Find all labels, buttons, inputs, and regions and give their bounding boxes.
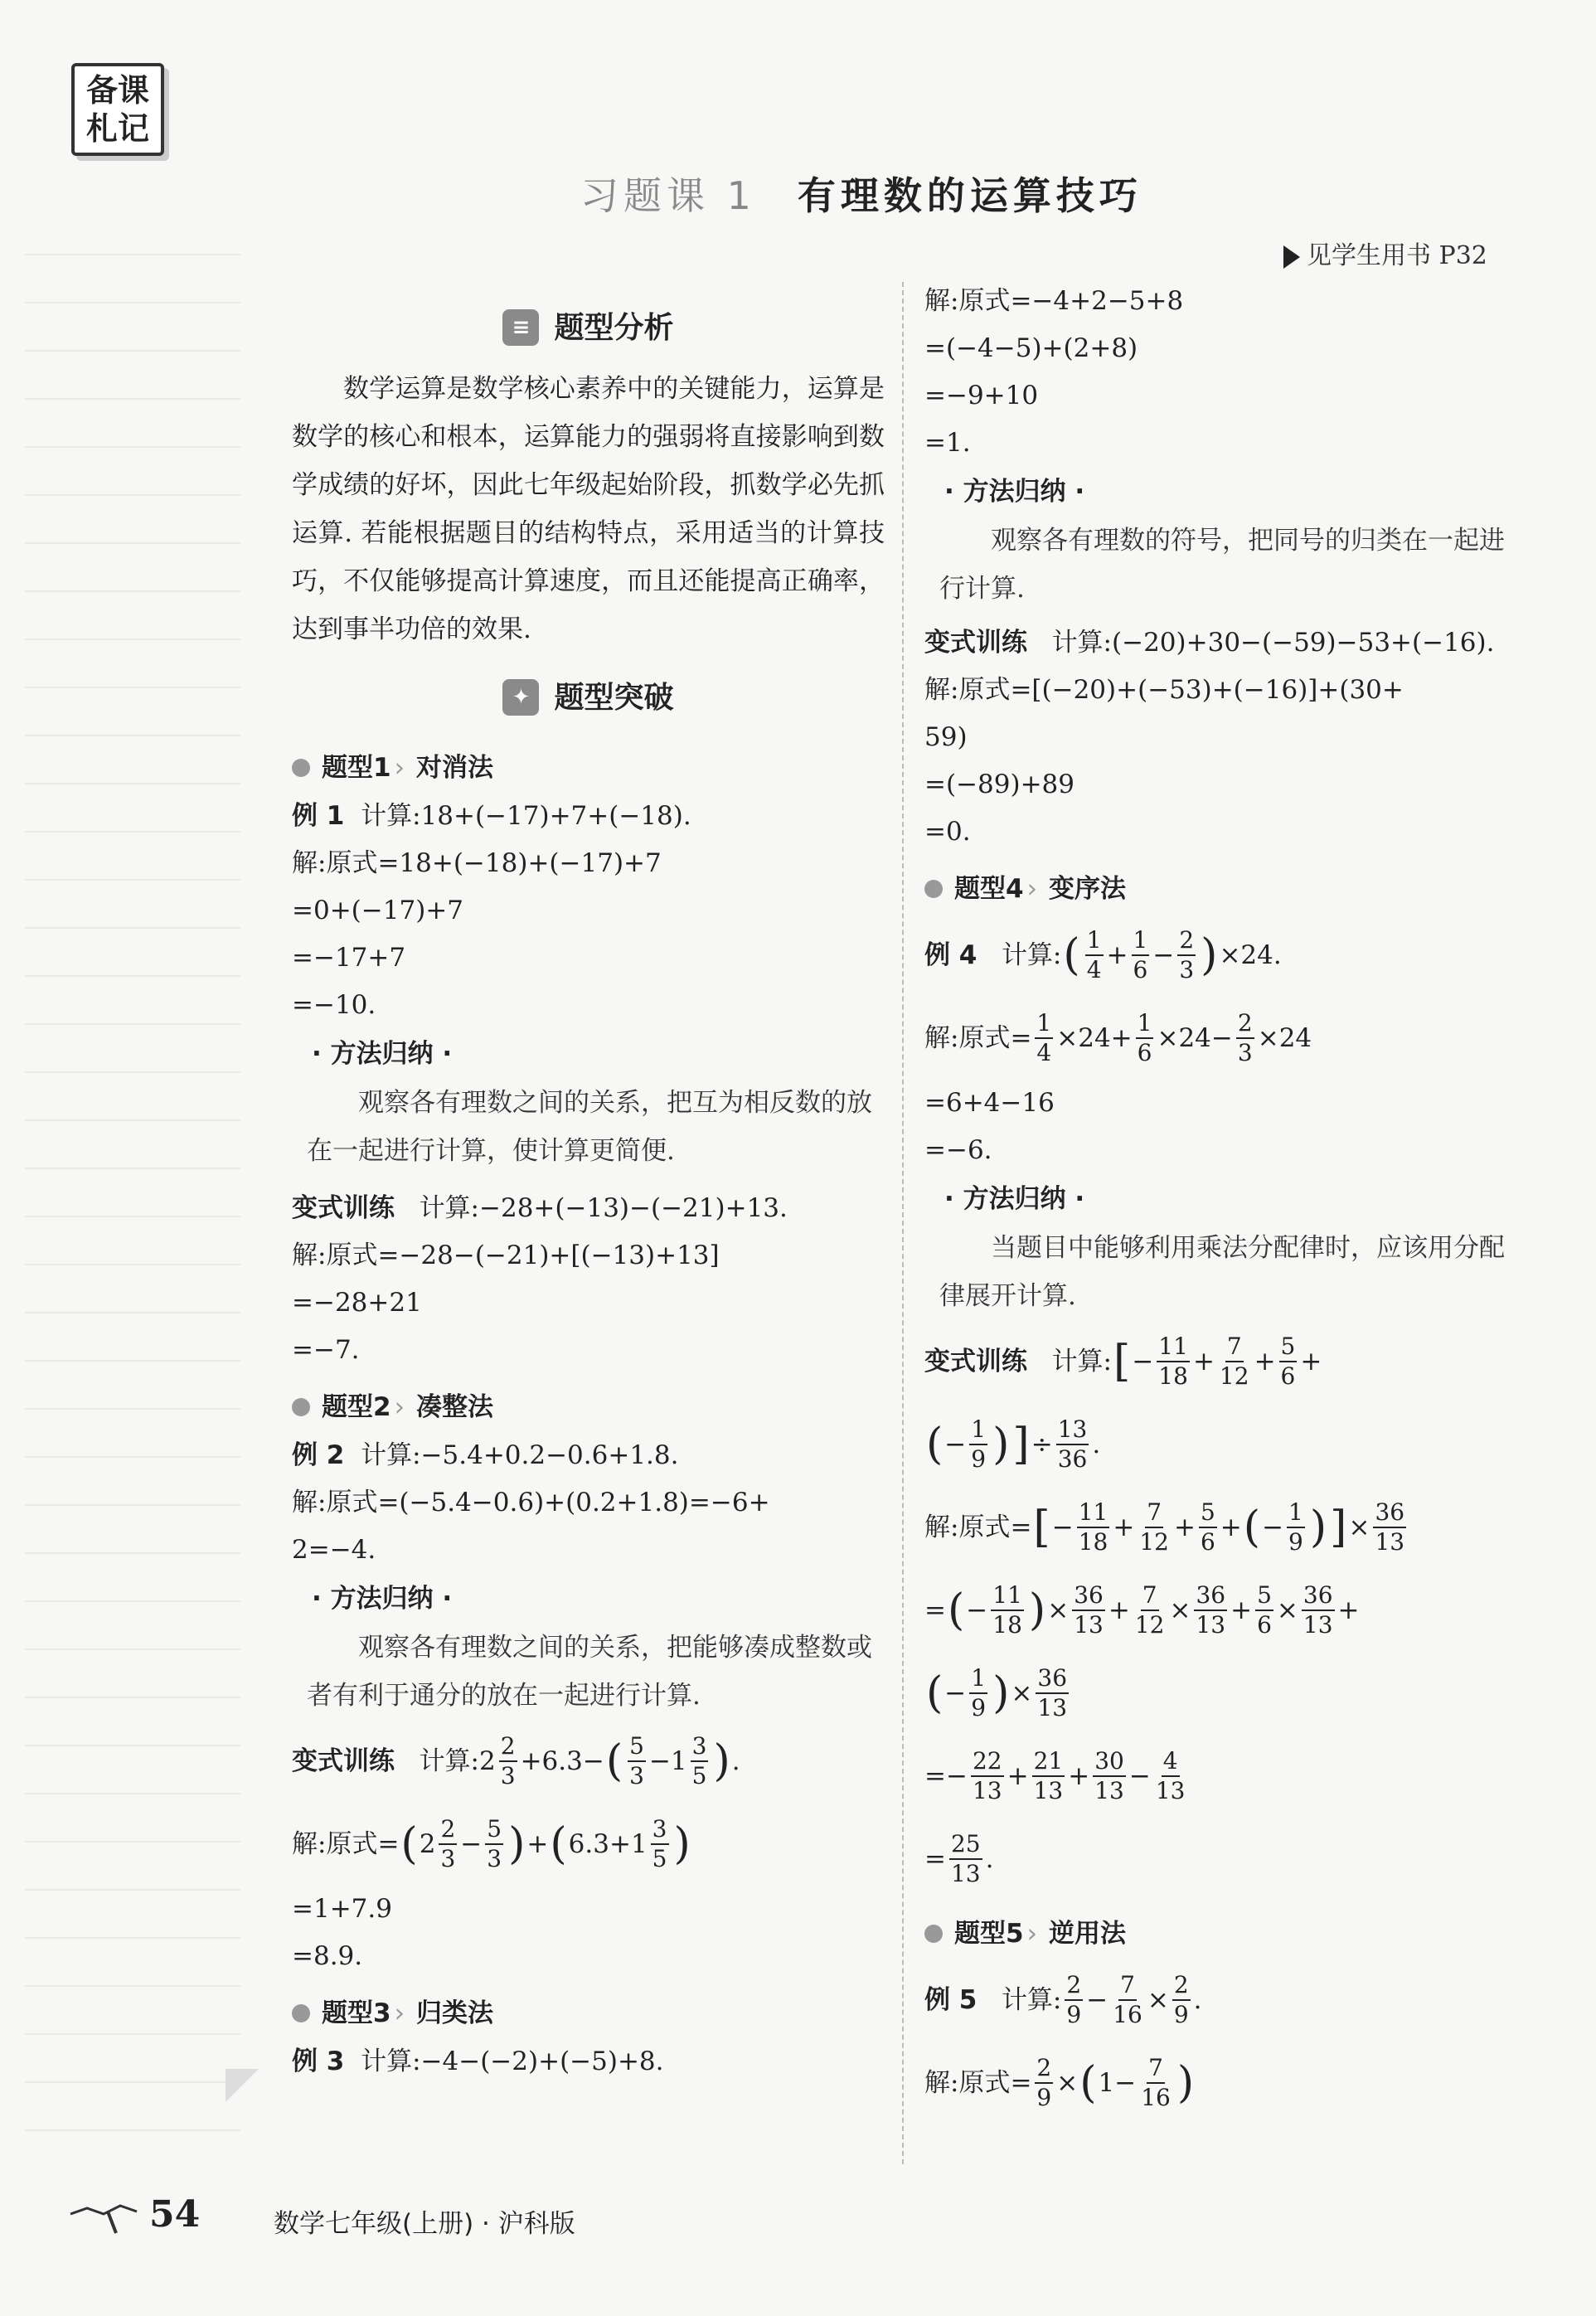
example-text: 计算:−4−(−2)+(−5)+8.	[361, 2047, 664, 2076]
variant-tag: 变式训练	[292, 1193, 395, 1223]
type-name: 逆用法	[1048, 1918, 1126, 1949]
solution-line: =1+7.9	[292, 1894, 392, 1924]
bullet-icon	[924, 880, 943, 898]
solution-line: =−10.	[292, 990, 376, 1020]
solution-line: 解:原式=−28−(−21)+[(−13)+13]	[292, 1241, 720, 1270]
variant-tag: 变式训练	[924, 628, 1027, 658]
fraction: $\frac{36}{13}$	[1196, 1581, 1226, 1639]
fraction: $\frac{11}{18}$	[1078, 1498, 1108, 1556]
reference-text: 见学生用书 P32	[1307, 241, 1487, 270]
type-label: 题型1	[322, 752, 391, 783]
chevron-right-icon: ›	[394, 1391, 405, 1422]
page-ornament-icon	[66, 2202, 141, 2235]
fraction: $\frac{5}{3}$	[487, 1815, 502, 1872]
example-tag: 例 1	[292, 801, 345, 831]
expr-text: .	[731, 1745, 740, 1776]
solution-line: =8.9.	[292, 1941, 363, 1971]
fraction: $\frac{7}{12}$	[1134, 1581, 1165, 1639]
fraction: $\frac{36}{13}$	[1375, 1498, 1405, 1556]
expr-text: 6.3+1	[568, 1828, 648, 1859]
corner-fold-icon	[226, 2069, 259, 2102]
fraction: $\frac{25}{13}$	[950, 1830, 981, 1887]
example4-question: 例 4 计算: ( $\frac{1}{4}$ + $\frac{1}{6}$ − $\frac{2}{3}$ ) ×24.	[924, 926, 1282, 983]
book-title: 数学七年级(上册) · 沪科版	[274, 2209, 575, 2239]
fraction: $\frac{36}{13}$	[1037, 1664, 1068, 1721]
variant2-question: 变式训练 计算:2 $\frac{2}{3}$ +6.3− ( $\frac{5}{3}$ −1 $\frac{3}{5}$ ) .	[292, 1732, 740, 1789]
variant4-solution-3: ( − $\frac{1}{9}$ ) × $\frac{36}{13}$	[926, 1664, 1068, 1721]
variant-tag: 变式训练	[924, 1346, 1027, 1376]
expr-text: 解:原式=	[924, 2067, 1032, 2098]
fraction: $\frac{36}{13}$	[1303, 1581, 1333, 1639]
variant4-solution-1: 解:原式= [ − $\frac{11}{18}$ + $\frac{7}{12}$ + $\frac{5}{6}$ + ( − $\frac{1}{9}$ ) ] × $\frac{36}{13}$	[924, 1498, 1405, 1556]
fraction: $\frac{7}{16}$	[1113, 1971, 1142, 2028]
bullet-icon	[924, 1925, 943, 1943]
solution-line: 解:原式=−4+2−5+8	[924, 286, 1184, 316]
bullet-icon	[292, 759, 310, 777]
expr-text: +	[526, 1828, 549, 1859]
fraction: $\frac{2}{9}$	[1066, 1971, 1082, 2028]
lesson-notes-stamp	[71, 63, 164, 156]
fraction: $\frac{1}{6}$	[1133, 926, 1148, 983]
fraction: $\frac{7}{16}$	[1141, 2054, 1171, 2111]
fraction: $\frac{30}{13}$	[1094, 1747, 1124, 1804]
variant-text: 计算:−28+(−13)−(−21)+13.	[419, 1193, 788, 1223]
solution-line: =(−4−5)+(2+8)	[924, 333, 1138, 363]
variant4-solution-2: = ( − $\frac{11}{18}$ ) × $\frac{36}{13}$ + $\frac{7}{12}$ × $\frac{36}{13}$ + $\frac{5}{6}$ × $\frac{36}{13}$ +	[924, 1581, 1360, 1639]
type2-header	[292, 1382, 885, 1432]
method-summary-header: · 方法归纳 ·	[944, 476, 1085, 507]
example-text: 计算:18+(−17)+7+(−18).	[361, 801, 691, 831]
type-name: 变序法	[1048, 873, 1126, 904]
type-label: 题型4	[954, 873, 1024, 904]
expr-text: 计算:	[1051, 1346, 1113, 1376]
solution-line: =−7.	[292, 1335, 360, 1365]
type-label: 题型5	[954, 1918, 1024, 1949]
fraction: $\frac{1}{9}$	[971, 1664, 987, 1721]
lesson-number: 习题课 1	[580, 173, 756, 218]
solution-line: =−28+21	[292, 1288, 422, 1318]
fraction: $\frac{1}{9}$	[1288, 1498, 1303, 1556]
type-name: 对消法	[415, 752, 493, 783]
solution-line: 59)	[924, 722, 968, 752]
solution-line: =−9+10	[924, 381, 1039, 410]
solution-line: =1.	[924, 428, 971, 458]
fraction: $\frac{13}{36}$	[1057, 1415, 1088, 1473]
method-summary-text: 观察各有理数的符号，把同号的归类在一起进行计算.	[939, 526, 1505, 604]
fraction: $\frac{2}{3}$	[1237, 1009, 1253, 1066]
variant3-question	[924, 619, 1521, 667]
right-column	[924, 278, 1521, 2124]
variant4-solution-4: =− $\frac{22}{13}$ + $\frac{21}{13}$ + $\frac{30}{13}$ − $\frac{4}{13}$	[924, 1747, 1186, 1804]
expr-text: ×24	[1257, 1022, 1312, 1053]
section-breakthrough-header	[292, 660, 885, 735]
column-divider	[902, 282, 904, 2164]
fraction: $\frac{22}{13}$	[972, 1747, 1002, 1804]
chapter-title	[580, 166, 1409, 232]
fraction: $\frac{5}{6}$	[1257, 1581, 1272, 1639]
fraction: $\frac{2}{3}$	[440, 1815, 456, 1872]
fraction: $\frac{21}{13}$	[1033, 1747, 1064, 1804]
solution-line: =(−89)+89	[924, 770, 1075, 799]
example5-question: 例 5 计算: $\frac{2}{9}$ − $\frac{7}{16}$ × $\frac{2}{9}$ .	[924, 1971, 1202, 2028]
fraction: $\frac{7}{12}$	[1139, 1498, 1169, 1556]
example-text: 计算:−5.4+0.2−0.6+1.8.	[361, 1440, 679, 1470]
type1-header	[292, 743, 885, 793]
left-column	[292, 290, 885, 2085]
variant1-question	[292, 1185, 885, 1232]
chevron-right-icon: ›	[394, 752, 405, 783]
fraction: $\frac{5}{6}$	[1280, 1333, 1296, 1390]
expr-text: +6.3−	[520, 1745, 604, 1776]
stamp-line1: 备课	[85, 72, 149, 109]
chevron-right-icon: ›	[1026, 873, 1037, 904]
lesson-title: 有理数的运算技巧	[797, 173, 1142, 218]
method-summary-header: · 方法归纳 ·	[312, 1583, 453, 1614]
fraction: $\frac{11}{18}$	[1158, 1333, 1188, 1390]
solution-line: =−6.	[924, 1135, 992, 1165]
student-book-reference	[1283, 235, 1487, 271]
expr-text: 计算:	[1001, 940, 1062, 970]
stamp-line2: 札记	[85, 110, 149, 147]
method-summary-header: · 方法归纳 ·	[312, 1038, 453, 1069]
variant4-question: 变式训练 计算: [ − $\frac{11}{18}$ + $\frac{7}{12}$ + $\frac{5}{6}$ +	[924, 1333, 1322, 1390]
fraction: $\frac{1}{9}$	[971, 1415, 987, 1473]
section-analysis-header	[292, 290, 885, 365]
fraction: $\frac{1}{4}$	[1086, 926, 1102, 983]
expr-text: 解:原式=	[292, 1828, 400, 1859]
type3-header	[292, 1988, 885, 2038]
bullet-icon	[292, 1398, 310, 1416]
variant4-question-cont: ( − $\frac{1}{9}$ ) ] ÷ $\frac{13}{36}$ .	[926, 1415, 1101, 1473]
variant2-solution: 解:原式= ( 2 $\frac{2}{3}$ − $\frac{5}{3}$ ) + ( 6.3+1 $\frac{3}{5}$ )	[292, 1815, 691, 1872]
solution-line: =6+4−16	[924, 1088, 1055, 1118]
method-summary-text: 观察各有理数之间的关系，把能够凑成整数或者有利于通分的放在一起进行计算.	[307, 1633, 872, 1711]
type-name: 归类法	[415, 1998, 493, 2028]
solution-line: =0.	[924, 817, 971, 847]
bullet-icon	[292, 2004, 310, 2022]
solution-line: 解:原式=18+(−18)+(−17)+7	[292, 848, 662, 878]
variant-tag: 变式训练	[292, 1745, 395, 1776]
method-summary-text: 观察各有理数之间的关系，把互为相反数的放在一起进行计算，使计算更简便.	[307, 1088, 872, 1166]
fraction: $\frac{36}{13}$	[1074, 1581, 1104, 1639]
solution-line: =0+(−17)+7	[292, 896, 463, 925]
example3-question	[292, 2038, 885, 2085]
method-summary-text: 当题目中能够利用乘法分配律时，应该用分配律展开计算.	[939, 1233, 1505, 1311]
expr-text: 解:原式=	[924, 1022, 1032, 1053]
fraction: $\frac{11}{18}$	[992, 1581, 1022, 1639]
expr-text: ×24.	[1219, 940, 1282, 970]
fraction: $\frac{5}{3}$	[629, 1732, 644, 1789]
example2-question	[292, 1432, 885, 1479]
notes-margin	[25, 207, 240, 2156]
fraction: $\frac{2}{3}$	[500, 1732, 516, 1789]
type-name: 凑整法	[415, 1391, 493, 1422]
fraction: $\frac{2}{3}$	[1179, 926, 1195, 983]
expr-text: 计算:2	[419, 1745, 496, 1776]
expr-text: −	[460, 1828, 483, 1859]
variant-text: 计算:(−20)+30−(−59)−53+(−16).	[1051, 628, 1495, 658]
fraction: $\frac{1}{6}$	[1137, 1009, 1152, 1066]
fraction: $\frac{4}{13}$	[1155, 1747, 1186, 1804]
fraction: $\frac{5}{6}$	[1200, 1498, 1215, 1556]
page-number: 54	[149, 2193, 201, 2236]
section-title: 题型分析	[554, 310, 674, 345]
expr-text: 2	[419, 1828, 436, 1859]
example-tag: 例 2	[292, 1440, 345, 1470]
lightbulb-icon: ✦	[502, 679, 539, 716]
method-summary-header: · 方法归纳 ·	[944, 1183, 1085, 1214]
type4-header	[924, 864, 1521, 914]
example-tag: 例 3	[292, 2047, 345, 2076]
solution-line: =−17+7	[292, 943, 406, 973]
solution-line: 2=−4.	[292, 1535, 376, 1565]
section-title: 题型突破	[554, 680, 674, 715]
example-tag: 例 4	[924, 940, 977, 970]
fraction: $\frac{1}{4}$	[1036, 1009, 1052, 1066]
fraction: $\frac{2}{9}$	[1173, 1971, 1189, 2028]
fraction: $\frac{2}{9}$	[1036, 2054, 1052, 2111]
analysis-paragraph: 数学运算是数学核心素养中的关键能力，运算是数学的核心和根本，运算能力的强弱将直接影响到数学成绩的好坏，因此七年级起始阶段，抓数学必先抓运算. 若能根据题目的结构特点，采用适当的计算技巧，不仅能够提高计算速度，而且还能提高正确率，达到事半功倍的效果.	[292, 374, 885, 644]
solution-line: 解:原式=(−5.4−0.6)+(0.2+1.8)=−6+	[292, 1488, 770, 1517]
example-tag: 例 5	[924, 1984, 977, 2015]
expr-text: =	[924, 1843, 946, 1874]
play-triangle-icon	[1283, 245, 1300, 269]
layers-icon: ≡	[502, 309, 539, 346]
expr-text: 计算:	[1001, 1984, 1062, 2015]
type-label: 题型3	[322, 1998, 391, 2028]
fraction: $\frac{7}{12}$	[1219, 1333, 1249, 1390]
chevron-right-icon: ›	[394, 1998, 405, 2028]
example5-solution: 解:原式= $\frac{2}{9}$ × ( 1− $\frac{7}{16}$ )	[924, 2054, 1195, 2111]
fraction: $\frac{3}{5}$	[652, 1815, 667, 1872]
example1-question	[292, 793, 885, 840]
type5-header	[924, 1909, 1521, 1959]
solution-line: 解:原式=[(−20)+(−53)+(−16)]+(30+	[924, 675, 1404, 705]
type-label: 题型2	[322, 1391, 391, 1422]
example4-solution: 解:原式= $\frac{1}{4}$ ×24+ $\frac{1}{6}$ ×24− $\frac{2}{3}$ ×24	[924, 1009, 1312, 1066]
expr-text: −1	[648, 1745, 687, 1776]
expr-text: 解:原式=	[924, 1512, 1032, 1542]
fraction: $\frac{3}{5}$	[691, 1732, 707, 1789]
chevron-right-icon: ›	[1026, 1918, 1037, 1949]
variant4-solution-5: = $\frac{25}{13}$ .	[924, 1830, 994, 1887]
